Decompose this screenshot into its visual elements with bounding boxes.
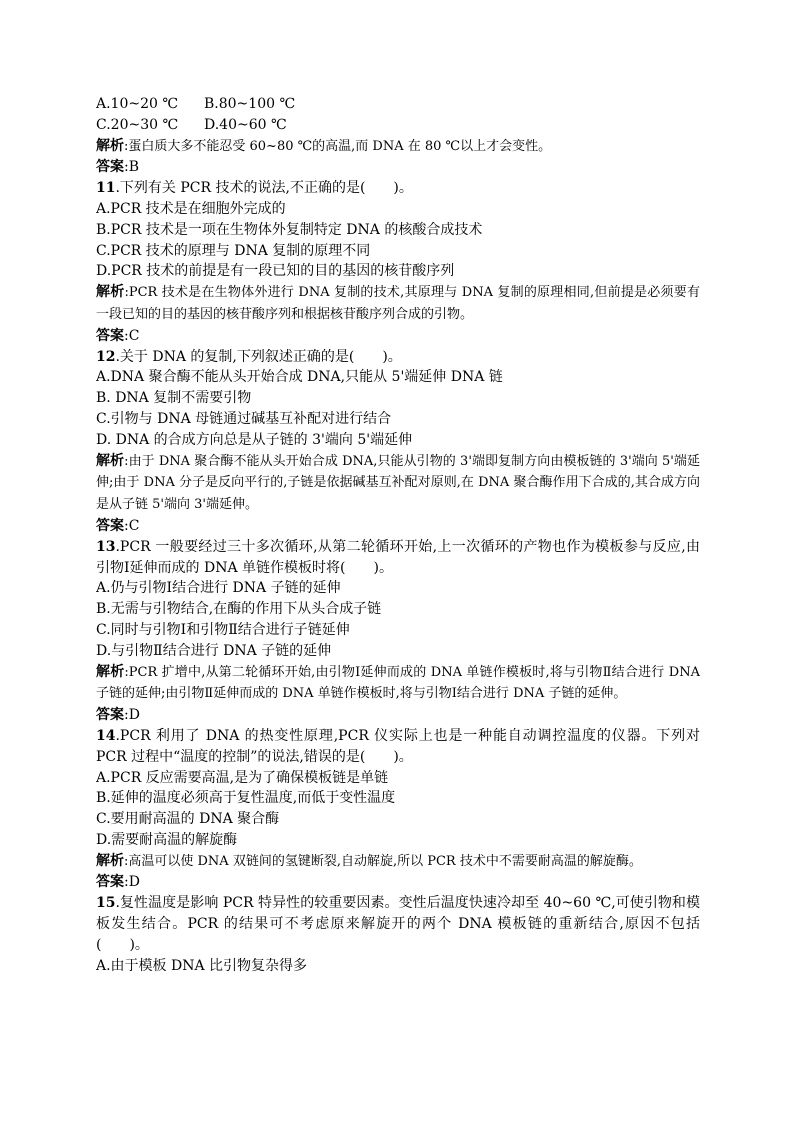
q13-analysis-label: 解析	[96, 663, 125, 680]
q14-option-c: C.要用耐高温的 DNA 聚合酶	[96, 811, 280, 828]
q10-options-row-1	[96, 94, 700, 115]
q12-analysis-text: :由于 DNA 聚合酶不能从头开始合成 DNA,只能从引物的 3'端即复制方向由模板链的 3'端向 5'端延伸;由于 DNA 分子是反向平行的,子链是依据碱基互补配对原则,在 DNA 聚合酶作用下合成的,其合成方向是从子链 5'端向 3'端延伸。	[96, 453, 700, 513]
q14-answer-value: :D	[124, 874, 140, 891]
q12-answer	[96, 516, 700, 537]
q15-option-a: A.由于模板 DNA 比引物复杂得多	[96, 957, 308, 974]
q10-option-c: C.20~30 ℃	[96, 116, 179, 133]
q15-number: 15	[96, 895, 116, 912]
q14-option-a: A.PCR 反应需要高温,是为了确保模板链是单链	[96, 769, 389, 786]
q12-option-b: B. DNA 复制不需要引物	[96, 390, 252, 407]
q10-answer	[96, 157, 700, 178]
q13-stem-text: .PCR 一般要经过三十多次循环,从第二轮循环开始,上一次循环的产物也作为模板参与反应,由引物Ⅰ延伸而成的 DNA 单链作模板时将( )。	[96, 538, 700, 576]
q11-answer-value: :C	[124, 327, 140, 344]
q12-analysis	[96, 451, 700, 516]
q10-option-d: D.40~60 ℃	[204, 116, 287, 133]
q13-option-d: D.与引物Ⅱ结合进行 DNA 子链的延伸	[96, 642, 332, 659]
q14-answer-label: 答案	[96, 874, 124, 891]
q10-answer-value: :B	[124, 159, 140, 176]
q12-number: 12	[96, 348, 116, 365]
q11-option-d: D.PCR 技术的前提是有一段已知的目的基因的核苷酸序列	[96, 263, 455, 280]
question-content	[96, 94, 700, 976]
q12-option-a: A.DNA 聚合酶不能从头开始合成 DNA,只能从 5'端延伸 DNA 链	[96, 369, 503, 386]
q14-answer	[96, 872, 700, 893]
q11-option-a: A.PCR 技术是在细胞外完成的	[96, 200, 286, 217]
q13-option-a: A.仍与引物Ⅰ结合进行 DNA 子链的延伸	[96, 580, 341, 597]
q14-stem	[96, 726, 700, 768]
q10-option-b: B.80~100 ℃	[204, 96, 296, 112]
q14-analysis	[96, 851, 700, 873]
q10-answer-label: 答案	[96, 159, 124, 176]
q15-stem-text: .复性温度是影响 PCR 特异性的较重要因素。变性后温度快速冷却至 40~60 ℃,可使引物和模板发生结合。PCR 的结果可不考虑原来解旋开的两个 DNA 模板链的重新结合,原因不包括( )。	[96, 895, 700, 953]
q10-options-row-2	[96, 115, 700, 136]
q13-option-b: B.无需与引物结合,在酶的作用下从头合成子链	[96, 601, 382, 618]
q13-analysis	[96, 662, 700, 706]
q12-option-d: D. DNA 的合成方向总是从子链的 3'端向 5'端延伸	[96, 431, 413, 448]
q13-answer	[96, 705, 700, 726]
q13-answer-value: :D	[124, 707, 140, 724]
q10-analysis-text: :蛋白质大多不能忍受 60~80 ℃的高温,而 DNA 在 80 ℃以上才会变性。	[124, 138, 552, 154]
q11-analysis	[96, 282, 700, 326]
q14-analysis-label: 解析	[96, 852, 124, 869]
q11-stem-text: .下列有关 PCR 技术的说法,不正确的是( )。	[115, 180, 413, 197]
q10-analysis	[96, 136, 700, 158]
q12-stem	[96, 347, 700, 368]
q10-option-a: A.10~20 ℃	[96, 96, 179, 112]
q14-number: 14	[96, 727, 116, 744]
q11-answer-label: 答案	[96, 327, 124, 344]
q11-number: 11	[96, 180, 116, 197]
q11-option-c: C.PCR 技术的原理与 DNA 复制的原理不同	[96, 242, 371, 259]
q12-analysis-label: 解析	[96, 452, 125, 469]
q11-analysis-label: 解析	[96, 284, 125, 301]
q13-answer-label: 答案	[96, 707, 124, 724]
q11-answer	[96, 326, 700, 347]
q13-option-c: C.同时与引物Ⅰ和引物Ⅱ结合进行子链延伸	[96, 621, 350, 638]
q14-option-b: B.延伸的温度必须高于复性温度,而低于变性温度	[96, 790, 396, 807]
q12-answer-value: :C	[124, 517, 140, 534]
q15-stem	[96, 893, 700, 955]
q11-analysis-text: :PCR 技术是在生物体外进行 DNA 复制的技术,其原理与 DNA 复制的原理相同,但前提是必须要有一段已知的目的基因的核苷酸序列和根据核苷酸序列合成的引物。	[96, 285, 700, 322]
q14-analysis-text: :高温可以使 DNA 双链间的氢键断裂,自动解旋,所以 PCR 技术中不需要耐高温的解旋酶。	[124, 853, 642, 869]
q14-stem-text: .PCR 利用了 DNA 的热变性原理,PCR 仪实际上也是一种能自动调控温度的仪器。下列对 PCR 过程中“温度的控制”的说法,错误的是( )。	[96, 727, 700, 765]
q13-stem	[96, 537, 700, 579]
q11-stem	[96, 178, 700, 199]
q12-option-c: C.引物与 DNA 母链通过碱基互补配对进行结合	[96, 410, 392, 427]
q13-number: 13	[96, 538, 116, 555]
q14-option-d: D.需要耐高温的解旋酶	[96, 831, 238, 848]
q11-option-b: B.PCR 技术是一项在生物体外复制特定 DNA 的核酸合成技术	[96, 221, 483, 238]
q12-answer-label: 答案	[96, 517, 124, 534]
q10-analysis-label: 解析	[96, 137, 124, 154]
q13-analysis-text: :PCR 扩增中,从第二轮循环开始,由引物Ⅰ延伸而成的 DNA 单链作模板时,将与引物Ⅱ结合进行 DNA 子链的延伸;由引物Ⅱ延伸而成的 DNA 单链作模板时,将与引物Ⅰ结合进行 DNA 子链的延伸。	[96, 664, 700, 702]
q12-stem-text: .关于 DNA 的复制,下列叙述正确的是( )。	[115, 348, 402, 365]
